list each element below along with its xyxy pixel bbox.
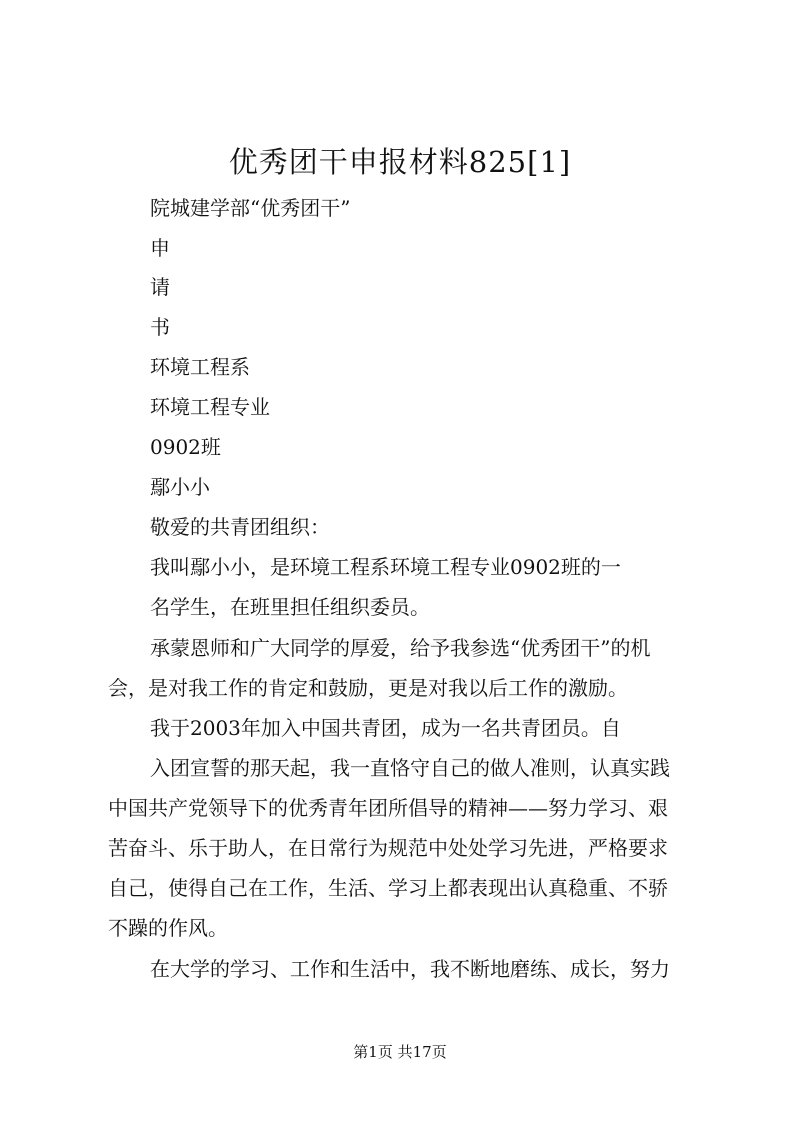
text-line: 书	[150, 315, 170, 339]
text-line: 环境工程系	[150, 355, 250, 379]
salutation: 敬爱的共青团组织：	[150, 515, 330, 539]
paragraph-line: 自己，使得自己在工作，生活、学习上都表现出认真稳重、不骄	[108, 876, 668, 900]
document-title: 优秀团干申报材料825[1]	[228, 145, 572, 179]
paragraph-line: 苦奋斗、乐于助人，在日常行为规范中处处学习先进，严格要求	[108, 836, 668, 860]
text-line: 0902班	[150, 435, 221, 459]
text-line: 院城建学部“优秀团干”	[150, 196, 351, 220]
page-number: 第1页 共17页	[353, 1043, 447, 1061]
paragraph-line: 名学生，在班里担任组织委员。	[150, 595, 430, 619]
paragraph-line: 入团宣誓的那天起，我一直恪守自己的做人准则，认真实践	[150, 756, 670, 780]
paragraph-line: 不躁的作风。	[108, 916, 228, 940]
text-line: 鄢小小	[150, 475, 210, 499]
paragraph-line: 我叫鄢小小，是环境工程系环境工程专业0902班的一	[150, 555, 621, 579]
paragraph-line: 在大学的学习、工作和生活中，我不断地磨练、成长，努力	[150, 957, 670, 981]
paragraph-line: 会，是对我工作的肯定和鼓励，更是对我以后工作的激励。	[108, 676, 628, 700]
paragraph-line: 承蒙恩师和广大同学的厚爱，给予我参选“优秀团干”的机	[150, 636, 651, 660]
text-line: 环境工程专业	[150, 395, 270, 419]
text-line: 请	[150, 275, 170, 299]
paragraph-line: 我于2003年加入中国共青团，成为一名共青团员。自	[150, 716, 621, 740]
paragraph-line: 中国共产党领导下的优秀青年团所倡导的精神——努力学习、艰	[108, 796, 668, 820]
text-line: 申	[150, 236, 170, 260]
